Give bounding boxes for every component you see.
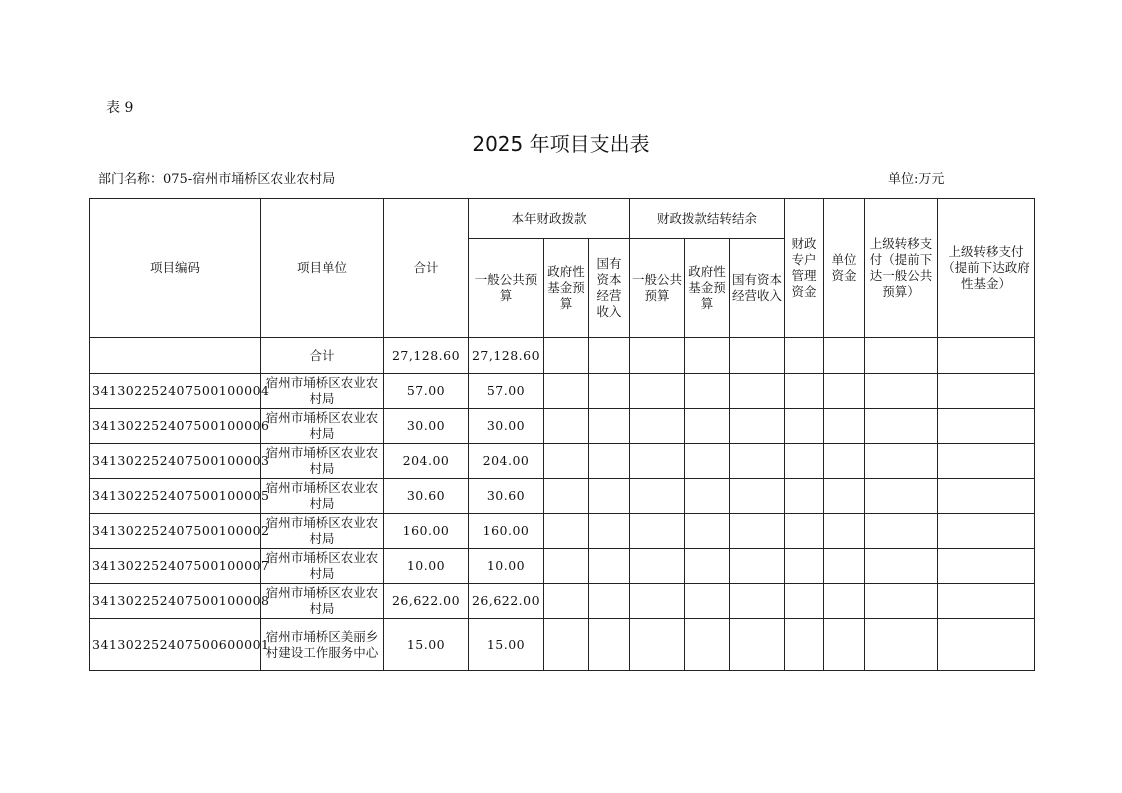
empty-cell xyxy=(865,444,938,479)
header-carryover: 财政拨款结转结余 xyxy=(630,199,785,239)
empty-cell xyxy=(824,409,865,444)
header-upper-transfer-general: 上级转移支付（提前下达一般公共预算） xyxy=(865,199,938,338)
header-carryover-state-capital: 国有资本经营收入 xyxy=(730,239,785,338)
empty-cell xyxy=(824,514,865,549)
row-general-budget: 26,622.00 xyxy=(469,584,544,619)
project-unit: 宿州市埇桥区农业农村局 xyxy=(261,514,384,549)
empty-cell xyxy=(544,409,589,444)
row-general-budget: 30.60 xyxy=(469,479,544,514)
empty-cell xyxy=(785,584,824,619)
empty-cell xyxy=(730,549,785,584)
empty-cell xyxy=(630,619,685,671)
row-general-budget: 10.00 xyxy=(469,549,544,584)
empty-cell xyxy=(630,374,685,409)
empty-cell xyxy=(544,584,589,619)
empty-cell xyxy=(824,479,865,514)
table-row xyxy=(90,619,1035,671)
empty-cell xyxy=(685,479,730,514)
header-carryover-gov-fund: 政府性基金预算 xyxy=(685,239,730,338)
empty-cell xyxy=(865,338,938,374)
project-code: 341302252407500100003 xyxy=(90,444,261,479)
empty-cell xyxy=(589,549,630,584)
row-general-budget: 30.00 xyxy=(469,409,544,444)
header-project-code: 项目编码 xyxy=(90,199,261,338)
empty-cell xyxy=(865,549,938,584)
empty-cell xyxy=(544,549,589,584)
empty-cell xyxy=(630,409,685,444)
header-total: 合计 xyxy=(384,199,469,338)
row-total: 10.00 xyxy=(384,549,469,584)
project-unit: 宿州市埇桥区美丽乡村建设工作服务中心 xyxy=(261,619,384,671)
empty-cell xyxy=(785,409,824,444)
empty-cell xyxy=(730,514,785,549)
project-code: 341302252407500600001 xyxy=(90,619,261,671)
empty-cell xyxy=(785,374,824,409)
empty-cell xyxy=(730,584,785,619)
empty-cell xyxy=(730,374,785,409)
empty-cell xyxy=(630,479,685,514)
empty-cell xyxy=(589,584,630,619)
table-row xyxy=(90,479,1035,514)
empty-cell xyxy=(938,374,1035,409)
empty-cell xyxy=(785,514,824,549)
header-upper-transfer-fund: 上级转移支付（提前下达政府性基金） xyxy=(938,199,1035,338)
row-general-budget: 160.00 xyxy=(469,514,544,549)
empty-cell xyxy=(685,514,730,549)
project-code: 341302252407500100004 xyxy=(90,374,261,409)
header-special-account-fund: 财政专户管理资金 xyxy=(785,199,824,338)
project-unit: 宿州市埇桥区农业农村局 xyxy=(261,374,384,409)
row-total: 26,622.00 xyxy=(384,584,469,619)
empty-cell xyxy=(630,584,685,619)
empty-cell xyxy=(865,584,938,619)
total-label: 合计 xyxy=(261,338,384,374)
row-general-budget: 204.00 xyxy=(469,444,544,479)
project-unit: 宿州市埇桥区农业农村局 xyxy=(261,479,384,514)
empty-cell xyxy=(865,374,938,409)
total-amount: 27,128.60 xyxy=(384,338,469,374)
empty-cell xyxy=(785,479,824,514)
empty-cell xyxy=(865,619,938,671)
empty-cell xyxy=(824,549,865,584)
empty-cell xyxy=(938,338,1035,374)
empty-cell xyxy=(938,409,1035,444)
total-general-budget: 27,128.60 xyxy=(469,338,544,374)
total-row xyxy=(90,338,1035,374)
page-title: 2025 年项目支出表 xyxy=(472,132,650,156)
empty-cell xyxy=(589,619,630,671)
empty-cell xyxy=(589,374,630,409)
empty-cell xyxy=(685,444,730,479)
empty-cell xyxy=(730,444,785,479)
empty-cell xyxy=(685,549,730,584)
table-row xyxy=(90,514,1035,549)
empty-cell xyxy=(824,619,865,671)
table-row xyxy=(90,374,1035,409)
empty-cell xyxy=(589,479,630,514)
header-state-capital: 国有资本经营收入 xyxy=(589,239,630,338)
empty-cell xyxy=(824,374,865,409)
empty-cell xyxy=(785,619,824,671)
empty-cell xyxy=(785,338,824,374)
table-number-label: 表 9 xyxy=(106,100,134,116)
project-code: 341302252407500100005 xyxy=(90,479,261,514)
empty-cell xyxy=(824,444,865,479)
empty-cell xyxy=(785,444,824,479)
empty-cell xyxy=(730,338,785,374)
empty-cell xyxy=(589,514,630,549)
row-total: 204.00 xyxy=(384,444,469,479)
empty-cell xyxy=(685,374,730,409)
empty-cell xyxy=(90,338,261,374)
row-total: 15.00 xyxy=(384,619,469,671)
header-carryover-general: 一般公共预算 xyxy=(630,239,685,338)
empty-cell xyxy=(544,338,589,374)
empty-cell xyxy=(824,584,865,619)
empty-cell xyxy=(824,338,865,374)
empty-cell xyxy=(938,619,1035,671)
row-total: 30.60 xyxy=(384,479,469,514)
header-unit-fund: 单位资金 xyxy=(824,199,865,338)
header-current-year-appropriation: 本年财政拨款 xyxy=(469,199,630,239)
row-general-budget: 15.00 xyxy=(469,619,544,671)
project-unit: 宿州市埇桥区农业农村局 xyxy=(261,584,384,619)
empty-cell xyxy=(785,549,824,584)
project-code: 341302252407500100008 xyxy=(90,584,261,619)
row-total: 30.00 xyxy=(384,409,469,444)
empty-cell xyxy=(589,338,630,374)
table-row xyxy=(90,584,1035,619)
empty-cell xyxy=(865,514,938,549)
empty-cell xyxy=(685,409,730,444)
empty-cell xyxy=(685,619,730,671)
project-expenditure-table xyxy=(89,198,1035,671)
empty-cell xyxy=(938,549,1035,584)
empty-cell xyxy=(630,549,685,584)
project-code: 341302252407500100006 xyxy=(90,409,261,444)
project-unit: 宿州市埇桥区农业农村局 xyxy=(261,444,384,479)
empty-cell xyxy=(938,514,1035,549)
project-unit: 宿州市埇桥区农业农村局 xyxy=(261,549,384,584)
empty-cell xyxy=(544,514,589,549)
project-unit: 宿州市埇桥区农业农村局 xyxy=(261,409,384,444)
project-code: 341302252407500100002 xyxy=(90,514,261,549)
row-total: 160.00 xyxy=(384,514,469,549)
empty-cell xyxy=(685,584,730,619)
empty-cell xyxy=(544,479,589,514)
row-general-budget: 57.00 xyxy=(469,374,544,409)
table-row xyxy=(90,444,1035,479)
empty-cell xyxy=(938,444,1035,479)
empty-cell xyxy=(544,619,589,671)
empty-cell xyxy=(589,444,630,479)
table-row xyxy=(90,409,1035,444)
project-code: 341302252407500100007 xyxy=(90,549,261,584)
empty-cell xyxy=(589,409,630,444)
empty-cell xyxy=(685,338,730,374)
empty-cell xyxy=(865,479,938,514)
empty-cell xyxy=(544,444,589,479)
empty-cell xyxy=(630,338,685,374)
empty-cell xyxy=(730,409,785,444)
table-row xyxy=(90,549,1035,584)
header-gov-fund-budget: 政府性基金预算 xyxy=(544,239,589,338)
row-total: 57.00 xyxy=(384,374,469,409)
empty-cell xyxy=(544,374,589,409)
header-general-budget: 一般公共预算 xyxy=(469,239,544,338)
header-project-unit: 项目单位 xyxy=(261,199,384,338)
empty-cell xyxy=(865,409,938,444)
empty-cell xyxy=(730,479,785,514)
empty-cell xyxy=(630,444,685,479)
department-name: 部门名称：075-宿州市埇桥区农业农村局 xyxy=(98,172,336,187)
empty-cell xyxy=(938,479,1035,514)
empty-cell xyxy=(938,584,1035,619)
currency-unit: 单位:万元 xyxy=(888,172,945,187)
empty-cell xyxy=(630,514,685,549)
empty-cell xyxy=(730,619,785,671)
